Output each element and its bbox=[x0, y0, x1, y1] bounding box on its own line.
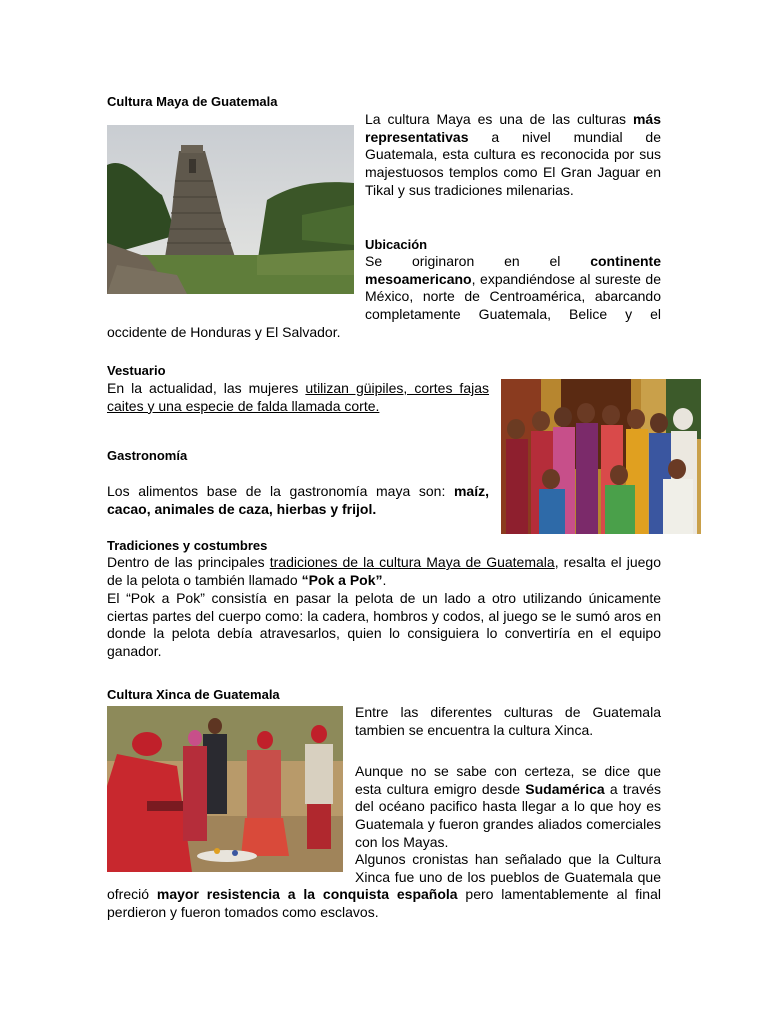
maya-intro-paragraph: La cultura Maya es una de las culturas más representativas a nivel mundial de Guatemala, esta cultura es reconocida por sus majestuosos templos como El Gran Jaguar en Tikal y sus tradiciones milenarias. bbox=[365, 111, 661, 198]
xinca-ceremony-photo bbox=[107, 706, 343, 872]
maya-women-photo bbox=[501, 379, 701, 534]
pok-a-pok-paragraph: El “Pok a Pok” consistía en pasar la pelota de un lado a otro utilizando únicamente ciertas partes del cuerpo como: la cadera, hombros y codos, al juego se le sumó aros en donde la pelota debía atravesarlos, quien lo consiguiera lo convertiría en el equipo ganador. bbox=[107, 590, 661, 660]
xinca-title: Cultura Xinca de Guatemala bbox=[107, 687, 280, 702]
xinca-paragraph-3: Algunos cronistas han señalado que la Cultura Xinca fue uno de los pueblos de Guatemala que ofreció mayor resistencia a la conquista española pero lamentablemente al final perdieron y fueron tomados como esclavos. bbox=[107, 851, 661, 921]
gastronomia-heading: Gastronomía bbox=[107, 448, 188, 463]
vestuario-paragraph: En la actualidad, las mujeres utilizan güipiles, cortes fajas caites y una especie de falda llamada corte. bbox=[107, 380, 490, 414]
ubicacion-paragraph: Se originaron en el continente mesoamericano, expandiéndose al sureste de México, norte de Centroamérica, abarcando completamente Guatemala, Belice y el occidente de Honduras y El Salvador. bbox=[107, 253, 661, 340]
tradiciones-link[interactable]: tradiciones de la cultura Maya de Guatemala bbox=[269, 554, 555, 570]
vestuario-heading: Vestuario bbox=[107, 363, 166, 378]
tradiciones-heading: Tradiciones y costumbres bbox=[107, 538, 268, 553]
ubicacion-heading: Ubicación bbox=[365, 237, 428, 252]
vestuario-link[interactable]: utilizan güipiles, cortes fajas caites y una especie de falda llamada corte. bbox=[107, 380, 490, 414]
gastronomia-paragraph: Los alimentos base de la gastronomía maya son: maíz, cacao, animales de caza, hierbas y frijol. bbox=[107, 483, 489, 517]
tradiciones-paragraph: Dentro de las principales tradiciones de la cultura Maya de Guatemala, resalta el juego de la pelota o también llamado “Pok a Pok”. bbox=[107, 554, 661, 588]
xinca-paragraph-2: Aunque no se sabe con certeza, se dice que esta cultura emigro desde Sudamérica a través del océano pacifico hasta llegar a lo que hoy es Guatemala y fueron grandes aliados comerciales con los Mayas. bbox=[355, 763, 661, 850]
maya-title: Cultura Maya de Guatemala bbox=[107, 94, 278, 109]
xinca-paragraph-1: Entre las diferentes culturas de Guatemala tambien se encuentra la cultura Xinca. bbox=[355, 704, 661, 738]
